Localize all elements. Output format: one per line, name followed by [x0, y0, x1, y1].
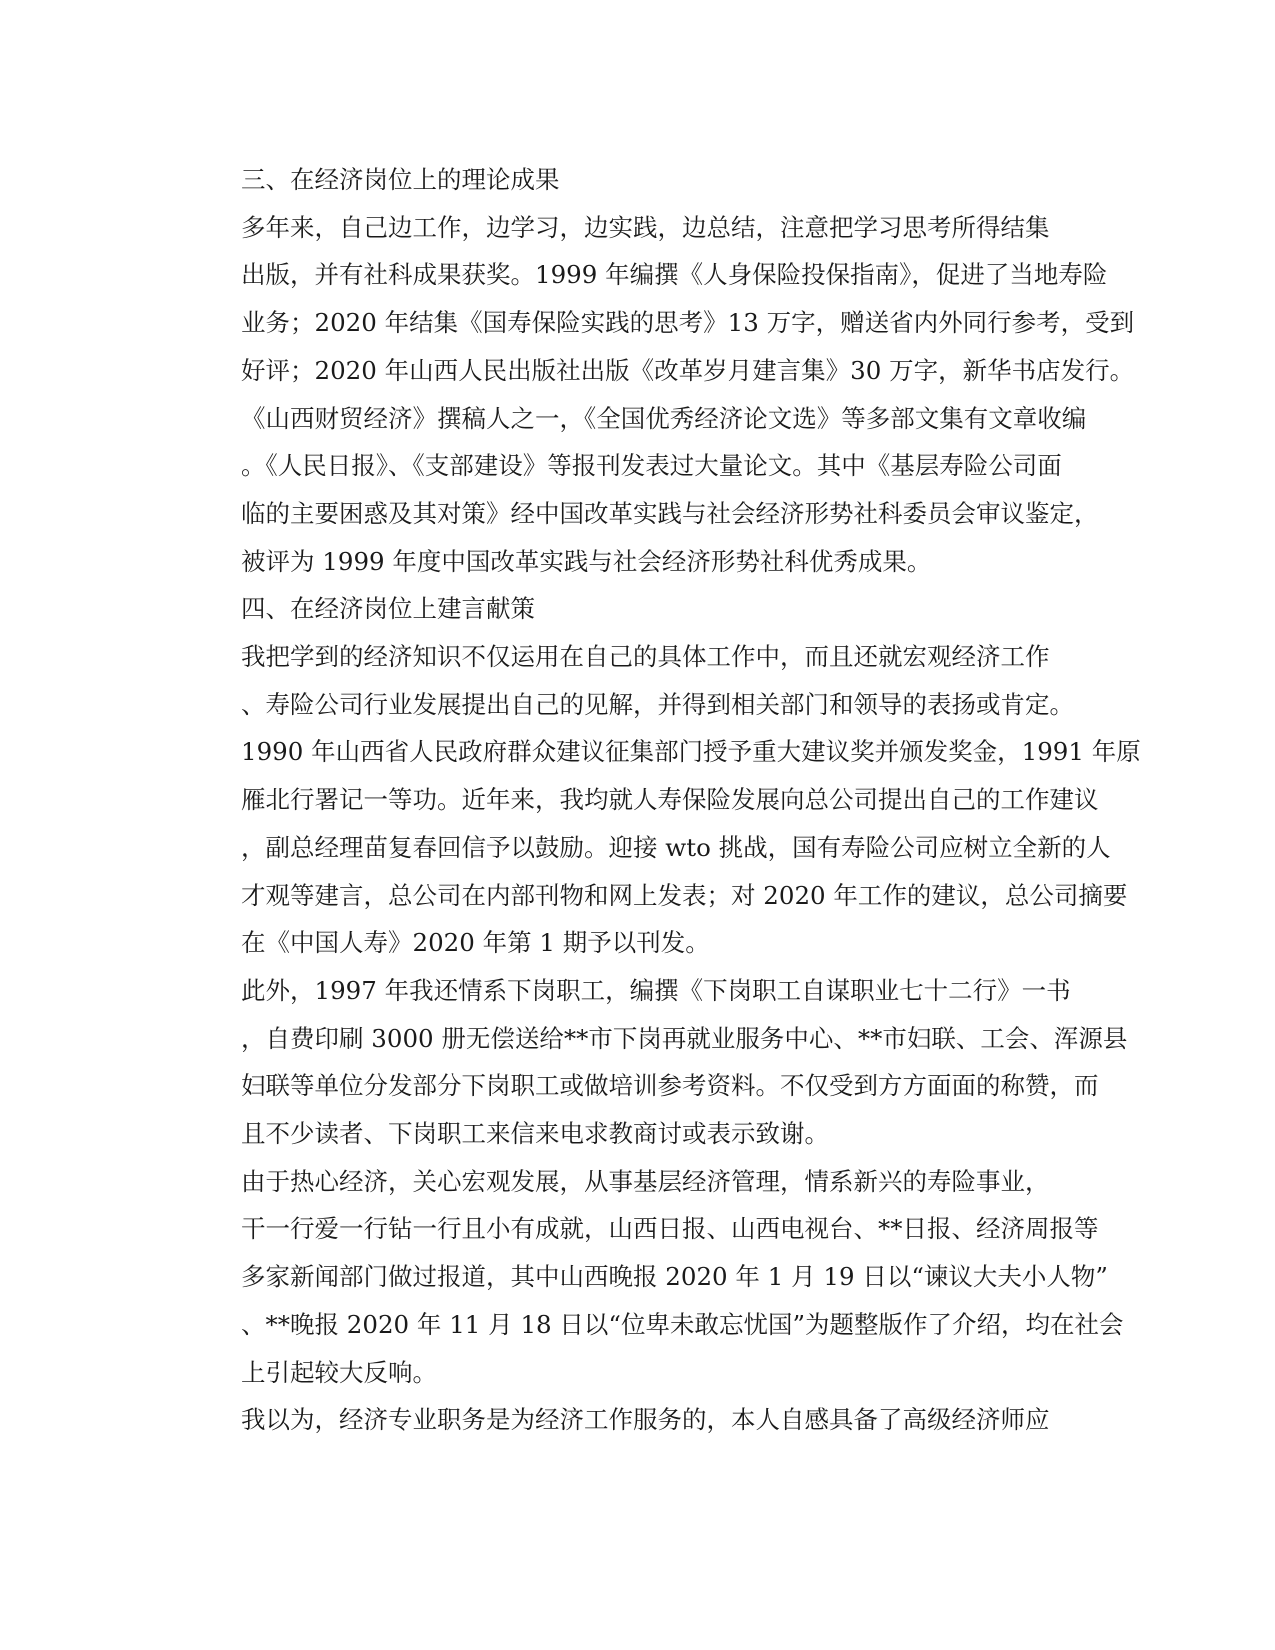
- text-line: 1990 年山西省人民政府群众建议征集部门授予重大建议奖并颁发奖金，1991 年原: [241, 737, 1141, 767]
- text-line: 妇联等单位分发部分下岗职工或做培训参考资料。不仅受到方方面面的称赞，而: [241, 1071, 1099, 1101]
- section-heading-suggestions: [192, 585, 1082, 633]
- text-line: 、寿险公司行业发展提出自己的见解，并得到相关部门和领导的表扬或肯定。: [241, 689, 1074, 719]
- text-line: 上引起较大反响。: [241, 1357, 437, 1387]
- text-line: 雁北行署记一等功。近年来，我均就人寿保险发展向总公司提出自己的工作建议: [241, 785, 1099, 815]
- text-line: 三、在经济岗位上的理论成果: [241, 165, 560, 194]
- text-line: ，自费印刷 3000 册无偿送给**市下岗再就业服务中心、**市妇联、工会、浑源县: [241, 1023, 1128, 1053]
- text-line: 多家新闻部门做过报道，其中山西晚报 2020 年 1 月 19 日以“谏议大夫小人物”: [241, 1262, 1108, 1292]
- paragraph-theory-achievements: [192, 204, 1135, 586]
- text-line: 业务；2020 年结集《国寿保险实践的思考》13 万字，赠送省内外同行参考，受到: [241, 308, 1135, 338]
- text-line: 且不少读者、下岗职工来信来电求教商讨或表示致谢。: [241, 1119, 829, 1149]
- text-line: 四、在经济岗位上建言献策: [241, 594, 535, 624]
- text-line: 我以为，经济专业职务是为经济工作服务的，本人自感具备了高级经济师应: [241, 1405, 1050, 1435]
- text-line: 才观等建言，总公司在内部刊物和网上发表；对 2020 年工作的建议，总公司摘要: [241, 880, 1128, 910]
- text-line: 在《中国人寿》2020 年第 1 期予以刊发。: [241, 928, 710, 958]
- paragraph-media-coverage: [192, 1158, 1124, 1397]
- text-line: 由于热心经济，关心宏观发展，从事基层经济管理，情系新兴的寿险事业，: [241, 1166, 1050, 1196]
- text-line: ，副总经理苗复春回信予以鼓励。迎接 wto 挑战，国有寿险公司应树立全新的人: [241, 832, 1111, 862]
- text-line: 、**晚报 2020 年 11 月 18 日以“位卑未敢忘忧国”为题整版作了介绍，均在社会: [241, 1309, 1124, 1339]
- text-line: 好评；2020 年山西人民出版社出版《改革岁月建言集》30 万字，新华书店发行。: [241, 355, 1135, 385]
- text-line: 被评为 1999 年度中国改革实践与社会经济形势社科优秀成果。: [241, 546, 932, 576]
- text-line: 《山西财贸经济》撰稿人之一，《全国优秀经济论文选》等多部文集有文章收编: [241, 403, 1087, 433]
- section-heading-theory-achievements: [192, 156, 1082, 204]
- paragraph-conclusion: [192, 1396, 1082, 1444]
- text-line: 干一行爱一行钻一行且小有成就，山西日报、山西电视台、**日报、经济周报等: [241, 1214, 1099, 1244]
- paragraph-suggestions: [192, 633, 1141, 967]
- text-line: 。《人民日报》、《支部建设》等报刊发表过大量论文。其中《基层寿险公司面: [241, 451, 1062, 481]
- text-line: 此外，1997 年我还情系下岗职工，编撰《下岗职工自谋职业七十二行》一书: [241, 975, 1071, 1005]
- document-body: [192, 156, 1141, 1444]
- text-line: 我把学到的经济知识不仅运用在自己的具体工作中，而且还就宏观经济工作: [241, 642, 1050, 672]
- paragraph-laid-off-workers: [192, 967, 1128, 1158]
- text-line: 出版，并有社科成果获奖。1999 年编撰《人身保险投保指南》，促进了当地寿险: [241, 260, 1108, 290]
- text-line: 临的主要困惑及其对策》经中国改革实践与社会经济形势社科委员会审议鉴定，: [241, 498, 1099, 528]
- text-line: 多年来，自己边工作，边学习，边实践，边总结，注意把学习思考所得结集: [241, 212, 1050, 242]
